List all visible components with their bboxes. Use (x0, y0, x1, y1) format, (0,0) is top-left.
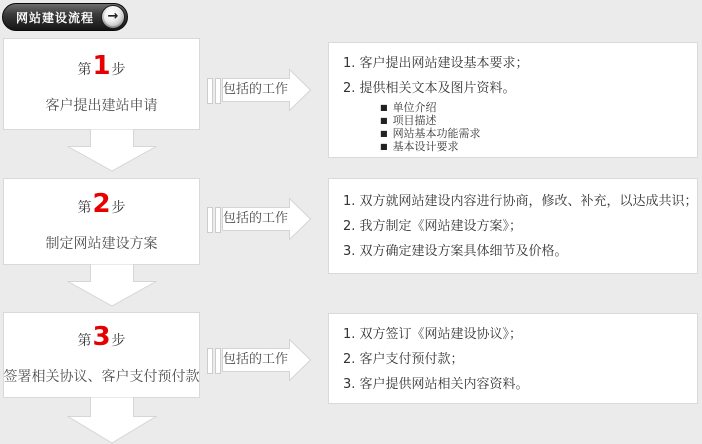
connector-2 (207, 197, 313, 241)
task-item: 1. 客户提出网站建设基本要求； (343, 56, 529, 71)
bullet-square-icon: ■ (380, 129, 388, 138)
step-suffix: 步 (111, 333, 126, 349)
task-item: 3. 双方确定建设方案具体细节及价格。 (343, 244, 568, 259)
task-item: 2. 我方制定《网站建设方案》； (343, 219, 523, 234)
step-1-box (3, 38, 200, 130)
connector-label: 包括的工作 (222, 211, 288, 226)
bullet-square-icon: ■ (380, 142, 388, 151)
step-2-box (3, 178, 200, 265)
step-3-title: 签署相关协议、客户支付预付款 (3, 369, 200, 385)
header-arrow-button[interactable] (101, 5, 125, 29)
subtask-label: 项目描述 (392, 114, 437, 127)
subtask-item (343, 127, 683, 140)
right-arrow-icon: → (107, 8, 119, 24)
connector-bar-icon (215, 207, 221, 233)
step-1-tasks-box (328, 42, 698, 158)
step-3-tasks-box (328, 313, 698, 404)
subtask-item (343, 114, 683, 127)
down-arrow-icon (67, 129, 157, 172)
connector-bar-icon (207, 78, 213, 104)
header-badge (2, 3, 128, 31)
step-prefix: 第 (77, 62, 92, 78)
step-1-title: 客户提出建站申请 (45, 98, 158, 114)
subtask-item (343, 140, 683, 153)
bullet-square-icon: ■ (380, 116, 388, 125)
connector-1 (207, 68, 313, 112)
step-3-box (3, 312, 200, 398)
step-suffix: 步 (111, 199, 126, 216)
down-arrow-icon (67, 264, 157, 307)
connector-label: 包括的工作 (222, 352, 288, 367)
down-arrow-icon (67, 397, 157, 444)
subtask-label: 单位介绍 (392, 101, 437, 114)
subtask-label: 网站基本功能需求 (392, 127, 481, 140)
subtask-item (343, 101, 683, 114)
page-title: 网站建设流程 (16, 10, 95, 25)
task-item: 2. 客户支付预付款； (343, 352, 464, 367)
connector-bar-icon (215, 348, 221, 374)
connector-bar-icon (215, 78, 221, 104)
bullet-square-icon: ■ (380, 103, 388, 112)
step-number: 1 (92, 51, 111, 81)
task-item: 3. 客户提供网站相关内容资料。 (343, 377, 529, 392)
step-prefix: 第 (77, 199, 92, 216)
arrow-button-face (104, 8, 122, 26)
step-suffix: 步 (111, 62, 126, 78)
task-item: 1. 双方就网站建设内容进行协商，修改、补充，以达成共识； (343, 194, 698, 209)
connector-bar-icon (207, 207, 213, 233)
step-2-label (77, 188, 126, 221)
task-item: 2. 提供相关文本及图片资料。 (343, 81, 516, 96)
connector-label: 包括的工作 (222, 82, 288, 97)
step-3-label (77, 324, 125, 354)
step-prefix: 第 (77, 333, 92, 349)
step-number: 2 (92, 188, 111, 219)
task-item: 1. 双方签订《网站建设协议》； (343, 327, 523, 342)
connector-3 (207, 338, 313, 382)
step-2-tasks-box (328, 178, 698, 274)
subtask-label: 基本设计要求 (392, 140, 459, 153)
step-number: 3 (92, 322, 111, 352)
connector-bar-icon (207, 348, 213, 374)
step-2-title: 制定网站建设方案 (45, 235, 158, 252)
step-1-label (77, 53, 125, 83)
